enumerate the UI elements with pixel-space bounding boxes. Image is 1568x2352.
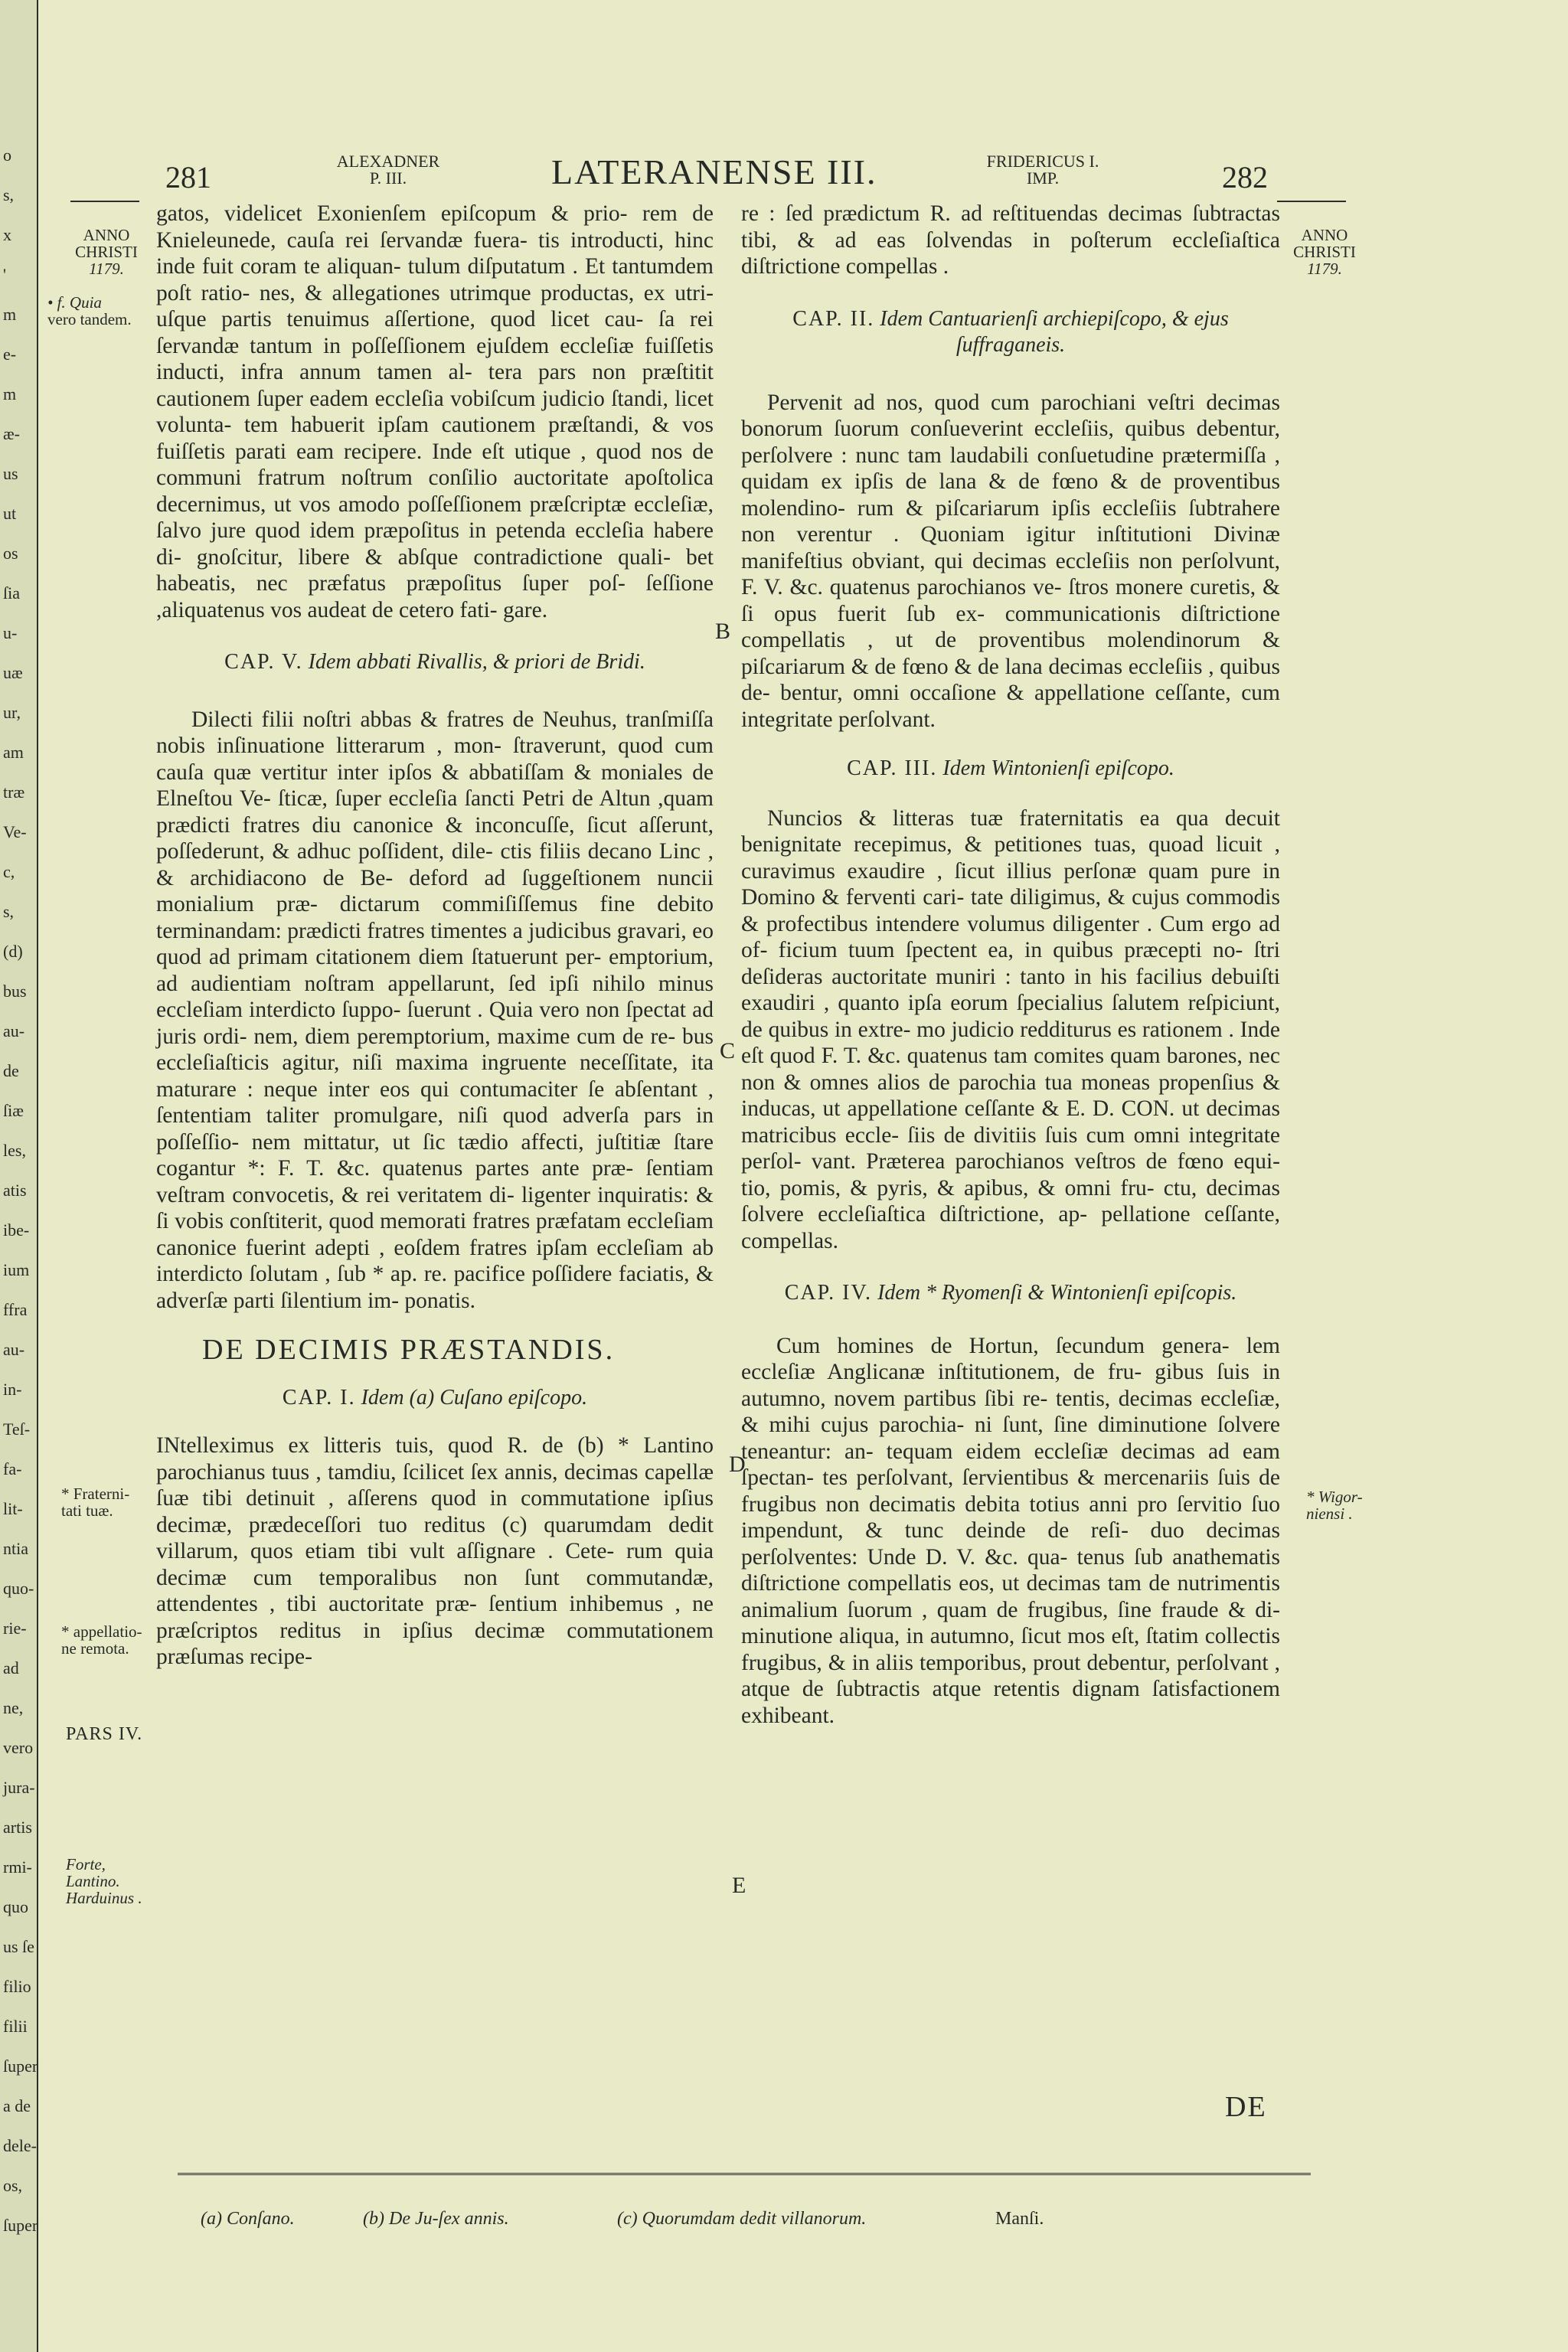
paragraph: re : ſed prædictum R. ad reſtituendas decimas ſubtractas tibi, & ad eas ſolvendas in poſterum eccleſiaſtica diſtrictione compellas .	[741, 201, 1280, 279]
gutter-text-fragment: de	[3, 1061, 19, 1080]
footnote: Manſi.	[995, 2209, 1044, 2229]
gutter-text-fragment: ſuper	[3, 2216, 38, 2235]
chapter-label: CAP. II.	[792, 306, 875, 331]
paragraph: gatos, videlicet Exonienſem epiſcopum & prio- rem de Knieleunede, cauſa rei ſervandæ fuera- tis introducti, hinc inde fuit coram te aliquan- tulum diſputatum . Et tantumdem poſt ratio- nes, & allegationes utrimque productas, ex utri- uſque partis tenuimus aſſertione, quod licet cau- ſa rei ſervandæ tantum in poſſeſſionem ejuſdem eccleſiæ fuiſſetis inducti, infra annum tamen al- tera pars non præſtitit cautionem ſuper eadem eccleſia vobiſcum judicio ſtandi, licet volunta- tem habuerit ipſam cautionem præſtandi, & vos fuiſſetis parati eam recipere. Inde eſt utique , quod nos de communi fratrum noſtrum conſilio auctoritate apoſtolica decernimus, ut vos amodo poſſeſſionem præſcriptæ eccleſiæ, ſalvo jure quod idem præpoſitus in petenda eccleſia habere di- gnoſcitur, libere & abſque contradictione quali- bet habeatis, nec præfatus præpoſitus ſuper poſ- ſeſſione ,aliquatenus vos audeat de cetero fati- gare.	[156, 201, 714, 622]
anno-line: ANNO	[83, 226, 130, 244]
gutter-text-fragment: au-	[3, 1340, 25, 1359]
margin-note-wigor	[1306, 1488, 1363, 1522]
chapter-title: Idem * Ryomenſi & Wintonienſi epiſcopis.	[877, 1281, 1237, 1305]
gutter-text-fragment: quo-	[3, 1579, 34, 1598]
gutter-text-fragment: c,	[3, 862, 15, 881]
note-line: Lantino.	[66, 1872, 120, 1890]
paragraph: Cum homines de Hortun, ſecundum genera- lem eccleſiæ Anglicanæ inſtitutionem, de fru- gibus ſuis in autumno, novem partibus ſibi re- tentis, decimas eccleſiæ, & mihi cujus parochia- ni ſunt, ſine diminutione ſolvere teneantur: an- tequam eidem eccleſiæ decimas ad eam ſpectan- tes perſolvant, ſervientibus & mercenariis ſuis de frugibus non decimatis debita totius anni pro ſervitio ſuo impendunt, & tunc deinde de reſi- duo decimas perſolventes: Unde D. V. &c. qua- tenus ſub anathematis diſtrictione compellatis eos, ut decimas tam de nutrimentis animalium ſuorum , quam de frugibus, ſine fraude & di- minutione aliqua, in autumno, ſicut mos eſt, ſtatim collectis frugibus, & in aliis temporibus, prout debentur, perſolvant , atque de ſubtractis atque retentis dignam ſatisfactionem exhibeant.	[741, 1333, 1280, 1728]
margin-note-fraterni	[61, 1485, 129, 1519]
gutter-text-fragment: us	[3, 464, 18, 483]
gutter-text-fragment: ium	[3, 1260, 30, 1279]
gutter-text-fragment: ut	[3, 504, 17, 523]
gutter-text-fragment: vero	[3, 1738, 34, 1757]
anno-line: 1179.	[89, 260, 124, 278]
catchword: DE	[1225, 2091, 1267, 2123]
note-line: tati tuæ.	[61, 1501, 113, 1520]
gutter-text-fragment: os	[3, 544, 18, 563]
left-margin-rule	[70, 201, 139, 202]
right-column	[741, 201, 1280, 1729]
paragraph: Nuncios & litteras tuæ fraternitatis ea qua decuit benignitate recepimus, & petitiones tuas, quoad licuit , curavimus exaudire , ſicut illius perſonæ quam pure in Domino & ferventi cari- tate diligimus, & cujus commodis & profectibus intendere volumus diligenter . Cum ergo ad of- ficium tuum ſpectent ea, in quibus præcepti no- ſtri deſideras auctoritate muniri : tanto in his facilius debuiſti exaudiri , quanto ipſa eorum ſpecialius ſalutem reſpiciunt, de quibus in extre- mo judicio redditurus es rationem . Inde eſt quod F. T. &c. quatenus tam comites quam barones, nec non & omnes alios de parochia tua moneas propenſius & inducas, ut appellatione ceſſante & E. D. CON. ut decimas matricibus eccle- ſiis de divitiis ſuis cum omni integritate perſol- vant. Præterea parochianos veſtros de fœno equi- tio, pomis, & pyris, & apibus, & omni fru- ctu, decimas ſolvere eccleſiaſtica diſtrictione, ap- pellatione ceſſante, compellas.	[741, 805, 1280, 1253]
gutter-text-fragment: træ	[3, 782, 25, 802]
gutter-text-fragment: dele-	[3, 2136, 37, 2155]
gutter-text-fragment: ne,	[3, 1698, 24, 1717]
gutter-text-fragment: ibe-	[3, 1220, 30, 1240]
chapter-heading	[156, 649, 714, 676]
gutter-text-fragment: u-	[3, 623, 18, 642]
gutter-text-fragment: ntia	[3, 1539, 28, 1558]
gutter-text-fragment: '	[3, 265, 6, 284]
note-line: niensi .	[1306, 1504, 1353, 1523]
gutter-text-fragment: æ-	[3, 424, 20, 443]
footnote: (b) De Ju-ſex annis.	[363, 2209, 509, 2229]
chapter-heading	[156, 1385, 714, 1412]
right-margin-rule	[1277, 201, 1346, 202]
margin-note-forte	[66, 1856, 142, 1906]
anno-line: 1179.	[1307, 260, 1342, 278]
note-line: * appellatio-	[61, 1622, 142, 1641]
chapter-label: CAP. V.	[224, 650, 303, 674]
section-letter: C	[720, 1038, 736, 1063]
chapter-title: Idem Wintonienſi epiſcopo.	[942, 756, 1174, 780]
chapter-label: CAP. III.	[847, 756, 938, 780]
anno-christi-left	[72, 227, 141, 277]
gutter-text-fragment: filii	[3, 2017, 28, 2036]
right-page-number: 282	[1222, 160, 1268, 194]
gutter-text-fragment: les,	[3, 1141, 26, 1160]
gutter-text-fragment: us ſe	[3, 1937, 34, 1956]
gutter-text-fragment: ur,	[3, 703, 21, 722]
page-title: LATERANENSE III.	[551, 152, 877, 191]
gutter-text-fragment: m	[3, 384, 17, 403]
chapter-label: CAP. I.	[282, 1385, 356, 1410]
section-heading: DE DECIMIS PRÆSTANDIS.	[202, 1334, 616, 1366]
gutter-text-fragment: os,	[3, 2176, 23, 2195]
paragraph: INtelleximus ex litteris tuis, quod R. de (b) * Lantino parochianus tuus , tamdiu, ſcilicet ſex annis, decimas capellæ ſuæ tibi detinuit , aſſerens quod in commutatione ipſius decimæ, prædeceſſori tuo reditus (c) quarumdam dedit villarum, quos etiam tibi vult aſſignare . Cete- rum quia decimæ cum temporalibus non ſunt commutandæ, attendentes , tibi auctoritate præ- ſentium inhibemus , ne præſcriptos reditus in ipſius decimæ commutationem præſumas recipe-	[156, 1433, 714, 1669]
anno-line: CHRISTI	[1293, 243, 1356, 261]
gutter-text-fragment: s,	[3, 902, 15, 921]
chapter-heading	[741, 306, 1280, 359]
note-line: * Fraterni-	[61, 1485, 130, 1503]
section-letter: B	[715, 619, 731, 644]
chapter-title: Idem abbati Rivallis, & priori de Bridi.	[308, 650, 645, 674]
gutter-text-fragment: ad	[3, 1658, 19, 1677]
footnote: (a) Conſano.	[201, 2209, 295, 2229]
gutter-text-fragment: a de	[3, 2096, 31, 2115]
paragraph: Dilecti filii noſtri abbas & fratres de Neuhus, tranſmiſſa nobis inſinuatione litterarum , mon- ſtraverunt, quod cum cauſa quæ vertitur inter ipſos & abbatiſſam & moniales de Elneſtou Ve- ſticæ, ſuper eccleſia ſancti Petri de Altun ,quam prædicti fratres diu canonice & inconcuſſe, ſicut aſſerunt, poſſederunt, & adhuc poſſident, dile- ctis filiis decano Linc , & archidiacono de Be- deford ad ſuggeſtionem nuncii monialium præ- dictarum commiſiſſemus fine debito terminandam: prædicti fratres timentes a judicibus gravari, eo quod ad primam citationem diem ſtatuerunt per- emptorium, ad audientiam noſtram appellarunt, ſed ipſi nihilo minus eccleſiam interdicto ſuppo- ſuerunt . Quia vero non ſpectat ad juris ordi- nem, diem peremptorium, maxime cum de re- bus eccleſiaſticis agitur, niſi maxima ingruente neceſſitate, ita maturare : neque inter eos qui contumaciter ſe abſentant , ſententiam taliter promulgare, niſi quod adverſa pars in poſſeſſio- nem mittatur, ut ſic tædio affecti, juſtitiæ ſtare cogantur *: F. T. &c. quatenus partes ante præ- ſentiam veſtram convocetis, & rei veritatem di- ligenter inquiratis: & ſi vobis conſtiterit, quod memorati fratres præfatam eccleſiam canonice fuerint adepti , eoſdem fratres ipſam eccleſiam ab interdicto ſolutam , ſub * ap. re. pacifice poſſidere faciatis, & adverſæ parti ſilentium im- ponatis.	[156, 707, 714, 1313]
gutter-text-fragment: (d)	[3, 942, 23, 961]
chapter-label: CAP. IV.	[784, 1281, 873, 1305]
gutter-text-fragment: jura-	[3, 1778, 35, 1797]
section-letter: E	[732, 1873, 746, 1898]
gutter-text-fragment: bus	[3, 982, 27, 1001]
gutter-text-fragment: ſia	[3, 583, 20, 603]
gutter-text-fragment: o	[3, 145, 11, 165]
gutter-text-fragment: e-	[3, 345, 17, 364]
pars-label: PARS IV.	[66, 1724, 143, 1744]
chapter-title: Idem (a) Cuſano epiſcopo.	[361, 1385, 588, 1410]
gutter-text-fragment: artis	[3, 1818, 32, 1837]
footnote: (c) Quorumdam dedit villanorum.	[617, 2209, 867, 2229]
chapter-title: Idem Cantuarienſi archiepiſcopo, & ejus ſuffraganeis.	[880, 306, 1229, 357]
left-running-head	[315, 153, 461, 187]
paragraph: Pervenit ad nos, quod cum parochiani veſtri decimas bonorum ſuorum conſueverint eccleſiis, quibus debentur, perſolvere : nunc tam laudabili conſuetudine prætermiſſa , quidam ex ipſis de lana & de fœno & de proventibus molendino- rum & piſcariarum ipſis eccleſiis ſubtrahere non verentur . Quoniam igitur inſtitutioni Divinæ manifeſtius obviant, qui decimas eccleſiis non perſolvunt, F. V. &c. quatenus parochianos ve- ſtros monere curetis, & ſi opus fuerit ſub ex- communicationis diſtrictione compellatis , ut de proventibus molendinorum & piſcariarum & de fœno & de lana decimas eccleſiis , quibus de- bentur, omni occaſione & appellatione ceſſante, cum integritate perſolvant.	[741, 390, 1280, 732]
gutter-text-fragment: s,	[3, 185, 15, 204]
note-line: * Wigor-	[1306, 1488, 1363, 1506]
gutter-text-fragment: ſiæ	[3, 1101, 24, 1120]
left-column	[156, 201, 714, 1671]
gutter-text-fragment: Teſ-	[3, 1419, 31, 1439]
margin-note-quia	[47, 294, 132, 328]
chapter-heading	[741, 756, 1280, 782]
previous-page-gutter	[0, 0, 38, 2352]
gutter-text-fragment: Ve-	[3, 822, 27, 841]
gutter-text-fragment: lit-	[3, 1499, 23, 1518]
anno-line: CHRISTI	[75, 243, 138, 261]
margin-note-appellatio	[61, 1623, 142, 1657]
gutter-text-fragment: filio	[3, 1977, 31, 1996]
running-head-line: IMP.	[1026, 168, 1060, 188]
gutter-text-fragment: uæ	[3, 663, 23, 682]
anno-line: ANNO	[1301, 226, 1348, 244]
running-head-line: FRIDERICUS I.	[986, 152, 1099, 171]
gutter-text-fragment: ffra	[3, 1300, 28, 1319]
gutter-text-fragment: fa-	[3, 1459, 22, 1478]
running-head-line: P. III.	[369, 168, 407, 188]
left-page-number: 281	[165, 160, 211, 194]
right-running-head	[966, 153, 1119, 187]
chapter-heading	[741, 1280, 1280, 1307]
gutter-text-fragment: am	[3, 743, 24, 762]
footnote-rule	[178, 2173, 1311, 2177]
gutter-text-fragment: x	[3, 225, 11, 244]
gutter-text-fragment: atis	[3, 1181, 27, 1200]
section-letter: D	[729, 1452, 746, 1477]
gutter-text-fragment: ſuper	[3, 2056, 38, 2076]
gutter-text-fragment: au-	[3, 1021, 25, 1040]
gutter-text-fragment: rie-	[3, 1619, 27, 1638]
gutter-text-fragment: in-	[3, 1380, 22, 1399]
gutter-text-fragment: rmi-	[3, 1857, 32, 1877]
gutter-text-fragment: quo	[3, 1897, 28, 1916]
note-line: ne remota.	[61, 1639, 129, 1658]
anno-christi-right	[1286, 227, 1363, 277]
note-line: Harduinus .	[66, 1889, 142, 1907]
note-line: • f. Quia	[47, 293, 102, 312]
running-head-line: ALEXADNER	[336, 152, 440, 171]
gutter-text-fragment: m	[3, 305, 17, 324]
note-line: Forte,	[66, 1855, 106, 1873]
note-line: vero tandem.	[47, 310, 132, 328]
